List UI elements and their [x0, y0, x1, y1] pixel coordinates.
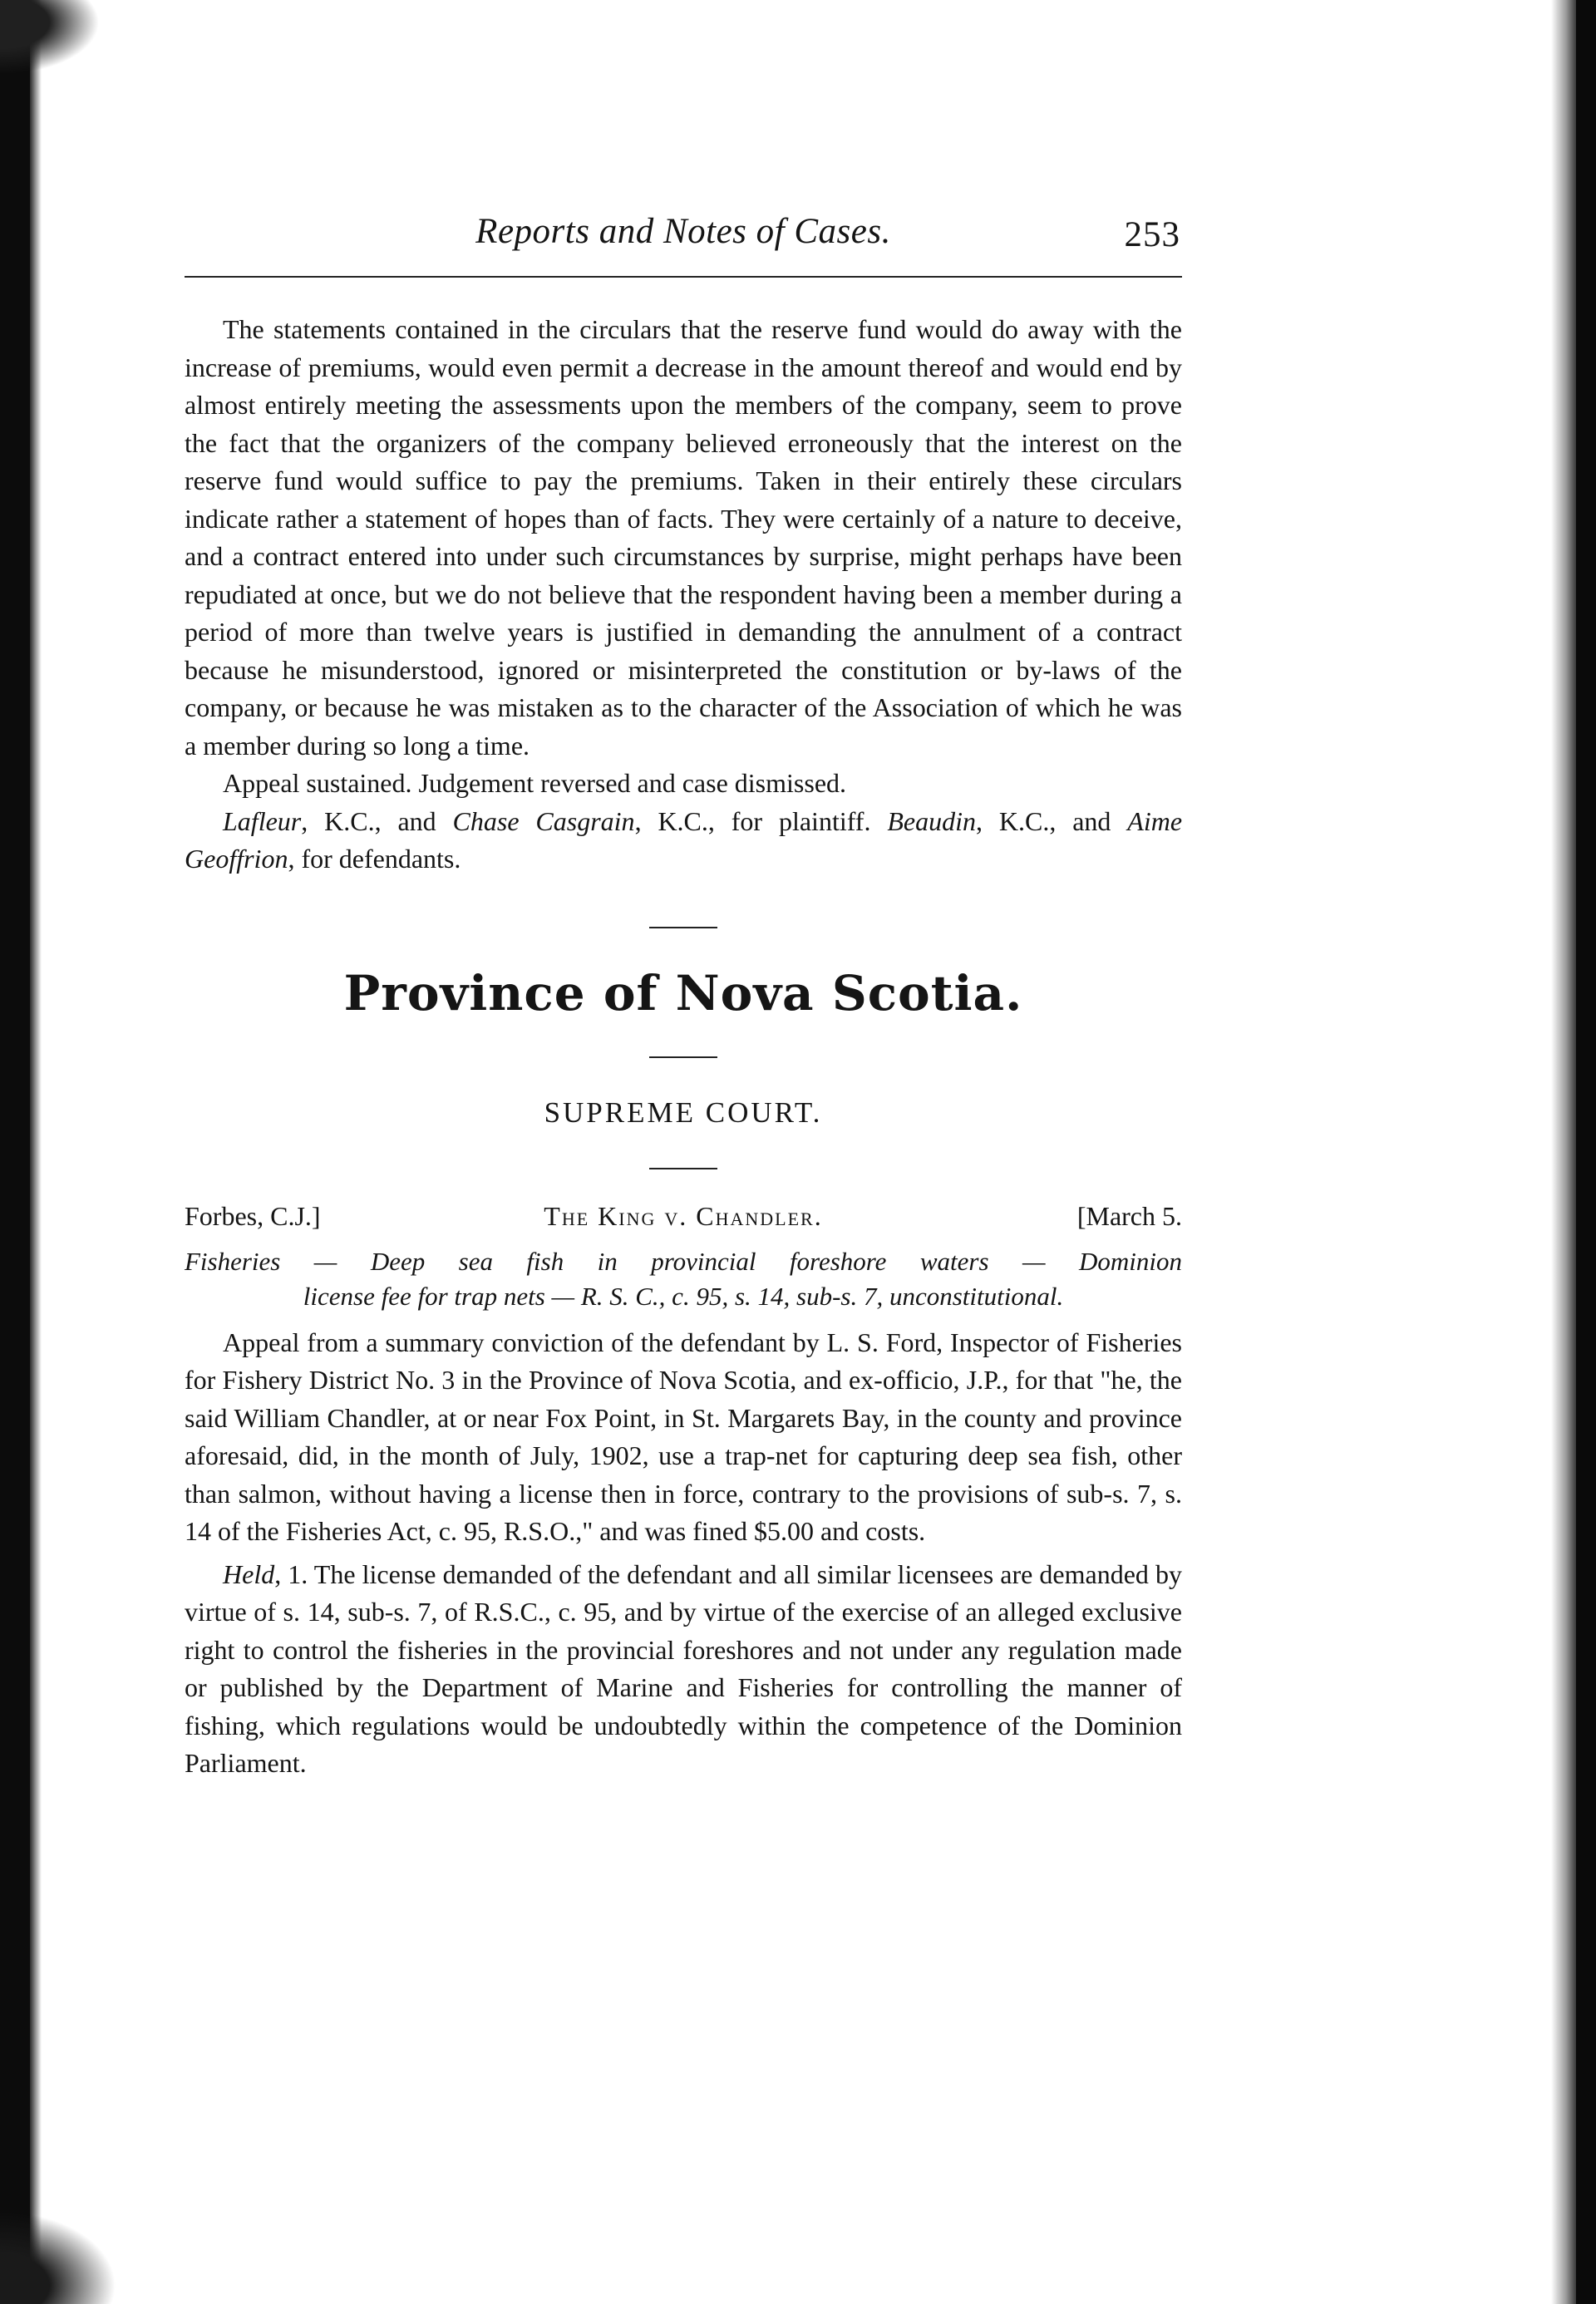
counsel-name: Beaudin: [887, 805, 976, 836]
appeal-paragraph: Appeal from a summary conviction of the defendant by L. S. Ford, Inspector of Fisheries for Fishery District No. 3 in the Province of Nova Scotia, and ex-officio, J.P., for that "he, the said William Chandler, at or near Fox Point, in St. Margarets Bay, in the county and province aforesaid, did, in the month of July, 1902, use a trap-net for capturing deep sea fish, other than salmon, without having a license then in force, contrary to the provisions of sub-s. 7, s. 14 of the Fisheries Act, c. 95, R.S.O.," and was fined $5.00 and costs.: [185, 1327, 1182, 1546]
scan-right-shadow: [1551, 0, 1576, 2304]
counsel-name: Chase Casgrain: [452, 805, 635, 836]
case-name: The King v. Chandler.: [544, 1200, 823, 1231]
book-page: [185, 206, 1183, 1778]
headnote: [185, 1244, 1182, 1314]
case-date: [March 5.: [1076, 1200, 1182, 1231]
scan-right-edge: [1576, 0, 1596, 2304]
case-judge: Forbes, C.J.]: [185, 1200, 321, 1231]
page-body: [185, 311, 1182, 1783]
court-heading: SUPREME COURT.: [544, 1095, 823, 1129]
held-paragraph: [185, 1556, 1182, 1783]
held-label: Held: [223, 1558, 275, 1589]
section-divider: [649, 1056, 717, 1058]
scan-bottom-left-smudge: [0, 2211, 116, 2304]
running-title: Reports and Notes of Cases.: [475, 212, 891, 251]
disposition-paragraph: Appeal sustained. Judgement reversed and case dismissed.: [223, 768, 847, 798]
section-divider: [649, 927, 717, 928]
counsel-name: Lafleur: [223, 805, 302, 836]
section-divider: [649, 1168, 717, 1169]
scan-left-edge: [0, 0, 30, 2304]
headnote-line: Fisheries — Deep sea fish in provincial foreshore waters — Dominion: [185, 1246, 1182, 1276]
counsel-paragraph: [185, 803, 1182, 879]
page-number: 253: [1124, 215, 1180, 254]
province-heading: Province of Nova Scotia.: [343, 964, 1023, 1022]
judgment-paragraph: The statements contained in the circulars that the reserve fund would do away with the increase of premiums, would even permit a decrease in the amount thereof and would end by almost entirely meeting the assessments upon the members of the company, seem to prove the fact that the organizers of the company believed erroneously that the interest on the reserve fund would suffice to pay the premiums. Taken in their entirely these circulars indicate rather a statement of hopes than of facts. They were certainly of a nature to deceive, and a contract entered into under such circumstances by surprise, might perhaps have been repudiated at once, but we do not believe that the respondent having been a member during a period of more than twelve years is justified in demanding the annulment of a contract because he misunderstood, ignored or misinterpreted the constitution or by-laws of the company, or because he was mistaken as to the character of the Association of which he was a member during so long a time.: [185, 314, 1182, 761]
held-text: , 1. The license demanded of the defendant and all similar licensees are demanded by virtue of s. 14, sub-s. 7, of R.S.C., c. 95, and by virtue of the exercise of an alleged exclusive right to control the fisheries in the provincial foreshores and not under any regulation made or published by the Department of Marine and Fisheries for controlling the manner of fishing, which regulations would be undoubtedly within the competence of the Dominion Parliament.: [185, 1558, 1182, 1778]
counsel-name: Aime Geoffrion: [185, 805, 1183, 874]
case-caption: [185, 1201, 1182, 1243]
headnote-line: license fee for trap nets — R. S. C., c. 95, s. 14, sub-s. 7, unconstitutional.: [303, 1281, 1064, 1311]
counsel-text: , K.C., and: [975, 805, 1128, 836]
counsel-text: , K.C., and: [301, 805, 453, 836]
header-rule: [185, 276, 1182, 278]
counsel-text: , K.C., for plaintiff.: [634, 805, 888, 836]
scan-top-left-smudge: [0, 0, 100, 75]
running-head: [185, 206, 1182, 263]
counsel-text: , for defendants.: [288, 844, 461, 874]
scan-left-shadow: [30, 0, 42, 2304]
